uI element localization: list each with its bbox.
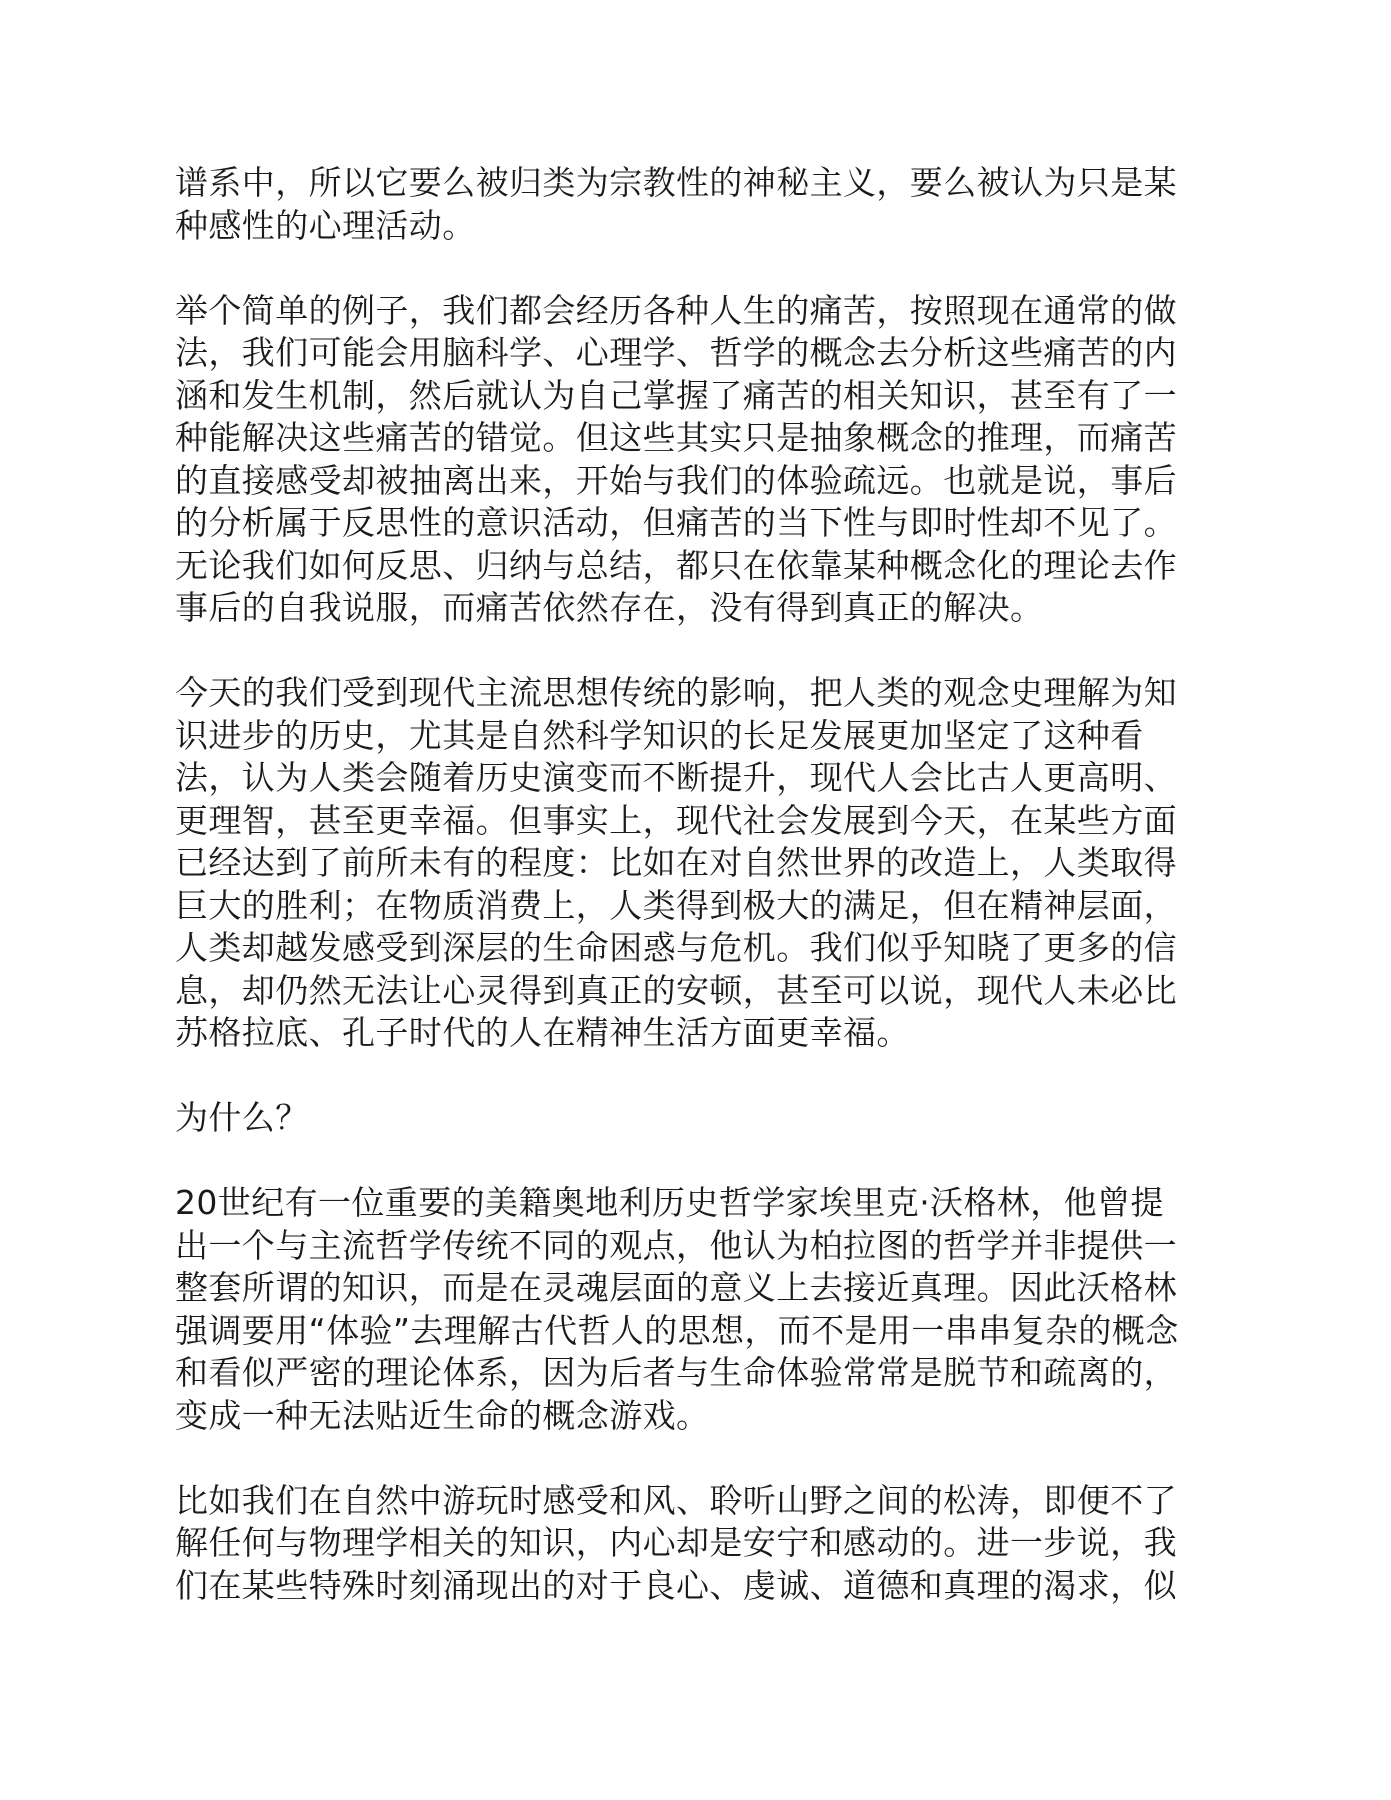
paragraph-2 (175, 290, 1210, 630)
text-line: 整套所谓的知识，而是在灵魂层面的意义上去接近真理。因此沃格林 (175, 1268, 1177, 1307)
paragraph-4 (175, 1097, 1210, 1140)
text-line: 解任何与物理学相关的知识，内心却是安宁和感动的。进一步说，我 (175, 1523, 1177, 1562)
paragraph-1 (175, 162, 1210, 247)
text-line: 识进步的历史，尤其是自然科学知识的长足发展更加坚定了这种看 (175, 715, 1144, 755)
text-line: 变成一种无法贴近生命的概念游戏。 (175, 1395, 710, 1435)
text-line: 20世纪有一位重要的美籍奥地利历史哲学家埃里克·沃格林，他曾提 (175, 1183, 1164, 1222)
text-line: 的分析属于反思性的意识活动，但痛苦的当下性与即时性却不见了。 (175, 503, 1177, 542)
text-line: 法，我们可能会用脑科学、心理学、哲学的概念去分析这些痛苦的内 (175, 333, 1177, 372)
text-line: 们在某些特殊时刻涌现出的对于良心、虔诚、道德和真理的渴求，似 (175, 1565, 1177, 1605)
text-line: 巨大的胜利；在物质消费上，人类得到极大的满足，但在精神层面， (175, 885, 1177, 925)
text-line: 比如我们在自然中游玩时感受和风、聆听山野之间的松涛，即便不了 (175, 1480, 1177, 1520)
text-line: 强调要用“体验”去理解古代哲人的思想，而不是用一串串复杂的概念 (175, 1310, 1179, 1350)
text-line: 种感性的心理活动。 (175, 205, 476, 245)
text-line: 人类却越发感受到深层的生命困惑与危机。我们似乎知晓了更多的信 (175, 928, 1177, 967)
text-line: 和看似严密的理论体系，因为后者与生命体验常常是脱节和疏离的， (175, 1353, 1177, 1392)
text-line: 的直接感受却被抽离出来，开始与我们的体验疏远。也就是说，事后 (175, 460, 1177, 500)
text-line: 息，却仍然无法让心灵得到真正的安顿，甚至可以说，现代人未必比 (175, 970, 1177, 1010)
text-line: 事后的自我说服，而痛苦依然存在，没有得到真正的解决。 (175, 588, 1044, 627)
text-line: 举个简单的例子，我们都会经历各种人生的痛苦，按照现在通常的做 (175, 290, 1177, 330)
paragraph-3 (175, 672, 1210, 1055)
document-body (175, 162, 1210, 1650)
text-line: 法，认为人类会随着历史演变而不断提升，现代人会比古人更高明、 (175, 758, 1177, 797)
text-line: 更理智，甚至更幸福。但事实上，现代社会发展到今天，在某些方面 (175, 800, 1177, 840)
text-line: 为什么？ (175, 1098, 309, 1137)
paragraph-6 (175, 1480, 1210, 1608)
text-line: 无论我们如何反思、归纳与总结，都只在依靠某种概念化的理论去作 (175, 545, 1177, 585)
text-line: 种能解决这些痛苦的错觉。但这些其实只是抽象概念的推理，而痛苦 (175, 418, 1177, 457)
text-line: 出一个与主流哲学传统不同的观点，他认为柏拉图的哲学并非提供一 (175, 1225, 1177, 1265)
text-line: 今天的我们受到现代主流思想传统的影响，把人类的观念史理解为知 (175, 673, 1177, 712)
text-line: 已经达到了前所未有的程度：比如在对自然世界的改造上，人类取得 (175, 843, 1177, 882)
paragraph-5 (175, 1182, 1210, 1437)
text-line: 谱系中，所以它要么被归类为宗教性的神秘主义，要么被认为只是某 (175, 163, 1177, 202)
text-line: 涵和发生机制，然后就认为自己掌握了痛苦的相关知识，甚至有了一 (175, 375, 1177, 415)
text-line: 苏格拉底、孔子时代的人在精神生活方面更幸福。 (175, 1013, 910, 1052)
